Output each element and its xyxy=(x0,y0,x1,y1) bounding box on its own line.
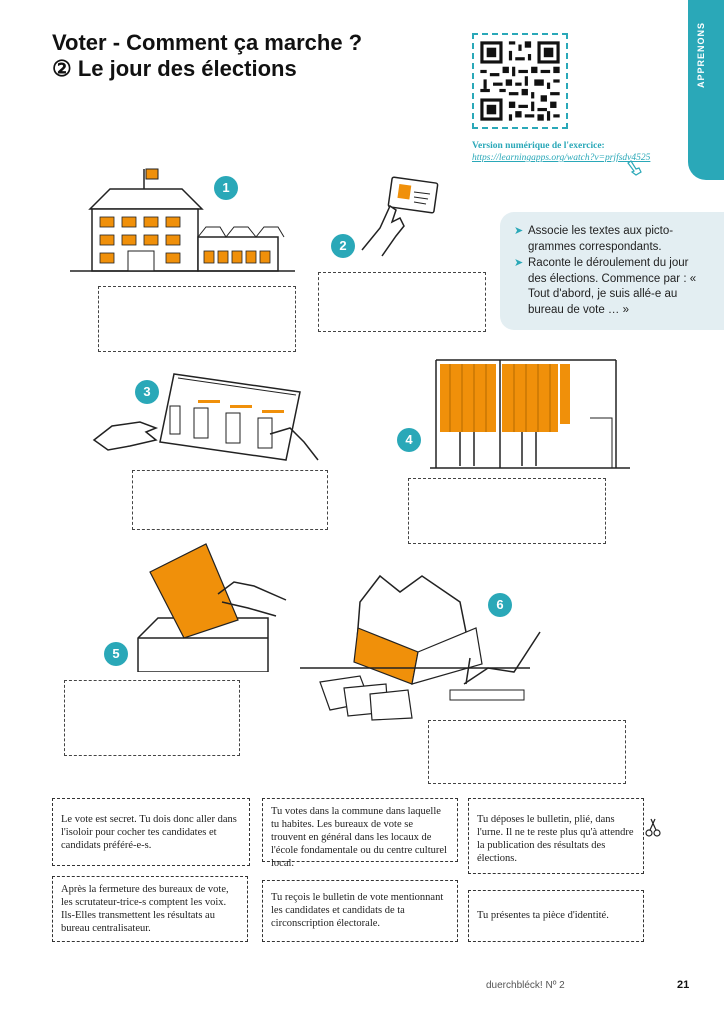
scissors-icon xyxy=(644,818,662,838)
badge-2: 2 xyxy=(331,234,355,258)
instruction-item: ➤ Raconte le déroulement du jour des élections. Commence par : « Tout d'abord, je suis allé-e au bureau de vote … » xyxy=(514,257,697,316)
qr-link[interactable]: https://learningapps.org/watch?v=prjfsdv4525 xyxy=(472,153,651,163)
qr-code[interactable] xyxy=(472,33,568,129)
badge-5: 5 xyxy=(104,642,128,666)
page-number: 21 xyxy=(677,979,690,991)
voting-booth-illustration xyxy=(430,358,630,473)
pointing-hand-icon xyxy=(624,160,646,178)
answer-box-5[interactable] xyxy=(64,680,240,756)
answer-box-1[interactable] xyxy=(98,286,296,352)
id-card-illustration xyxy=(356,170,446,260)
qr-caption-title: Version numérique de l'exercice: xyxy=(472,141,605,151)
qr-caption xyxy=(472,140,692,164)
text-card[interactable]: Tu présentes ta pièce d'identité. xyxy=(468,890,644,942)
vote-counting-illustration xyxy=(300,572,550,732)
text-card[interactable]: Tu reçois le bulletin de vote mentionnant les candidates et candidats de ta circonscription électorale. xyxy=(262,880,458,942)
ballot-paper-illustration xyxy=(90,370,320,470)
instructions-panel xyxy=(500,212,724,330)
section-tab xyxy=(688,0,724,180)
page-title xyxy=(52,30,362,82)
arrow-icon: ➤ xyxy=(514,225,524,237)
school-building-illustration xyxy=(70,165,300,275)
badge-6: 6 xyxy=(488,593,512,617)
arrow-icon: ➤ xyxy=(514,257,524,269)
answer-box-4[interactable] xyxy=(408,478,606,544)
text-card[interactable]: Tu votes dans la commune dans laquelle tu habites. Les bureaux de vote se trouvent en général dans les locaux de l'école fondamentale ou du centre culturel local. xyxy=(262,798,458,862)
instruction-item: ➤ Associe les textes aux picto-grammes correspondants. xyxy=(514,225,674,253)
badge-4: 4 xyxy=(397,428,421,452)
badge-1: 1 xyxy=(214,176,238,200)
magazine-name: duerchbléck! Nº 2 xyxy=(486,980,565,991)
qr-code-icon xyxy=(474,35,566,127)
text-card[interactable]: Après la fermeture des bureaux de vote, les scrutateur-trice-s comptent les voix. Ils-Elles transmettent les résultats au bureau centralisateur. xyxy=(52,876,248,942)
section-tab-label: APPRENONS xyxy=(696,21,706,88)
title-line-2: ② Le jour des élections xyxy=(52,56,297,81)
ballot-box-illustration xyxy=(136,542,296,672)
text-card[interactable]: Le vote est secret. Tu dois donc aller dans l'isoloir pour cocher tes candidates et candidats préféré-e-s. xyxy=(52,798,250,866)
badge-3: 3 xyxy=(135,380,159,404)
answer-box-6[interactable] xyxy=(428,720,626,784)
answer-box-2[interactable] xyxy=(318,272,486,332)
title-line-1: Voter - Comment ça marche ? xyxy=(52,30,363,55)
answer-box-3[interactable] xyxy=(132,470,328,530)
text-card[interactable]: Tu déposes le bulletin, plié, dans l'urne. Il ne te reste plus qu'à attendre la publication des résultats des élections. xyxy=(468,798,644,874)
